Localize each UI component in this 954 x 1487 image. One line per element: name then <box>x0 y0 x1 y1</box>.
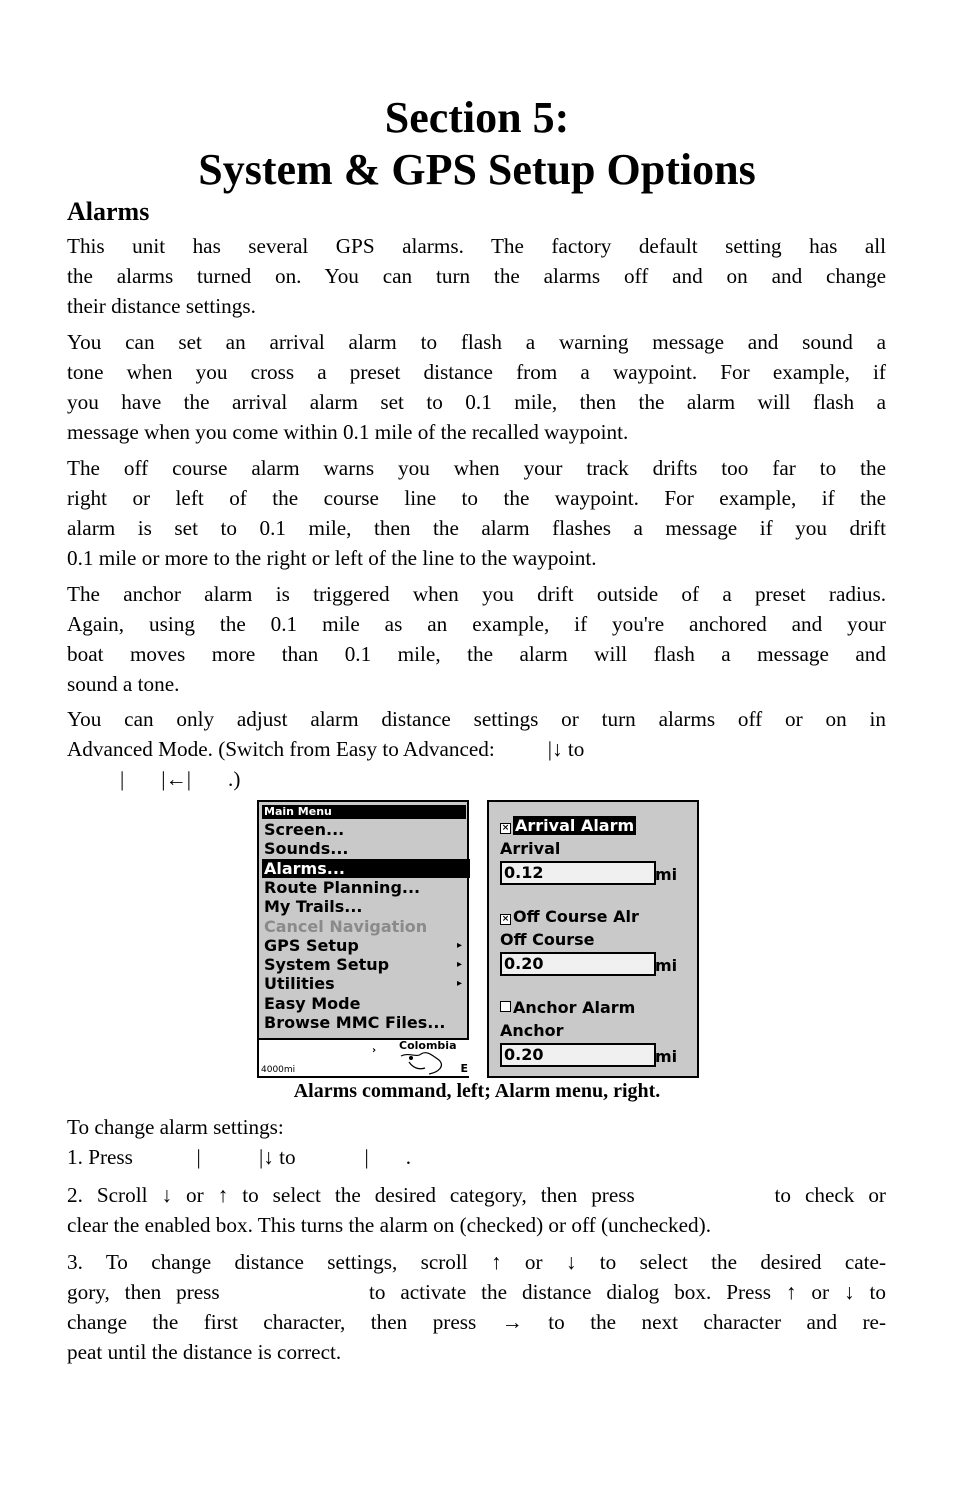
menu-item[interactable]: Easy Mode <box>264 993 361 1013</box>
checkbox-icon <box>500 1001 511 1012</box>
step-2 <box>67 1180 886 1240</box>
arrival-alarm-checkbox[interactable] <box>500 816 636 836</box>
text-line: You can only adjust alarm distance settings or turn alarms off or on in <box>67 707 886 731</box>
step-3 <box>67 1247 886 1367</box>
arrival-distance-field[interactable]: 0.12 <box>500 861 656 885</box>
text-line: 2. Scroll ↓ or ↑ to select the desired category, then press to check or <box>67 1183 886 1207</box>
checkbox-icon: × <box>501 914 510 924</box>
submenu-arrow-icon: ▸ <box>456 959 462 971</box>
text-line: alarm is set to 0.1 mile, then the alarm flashes a message if you drift <box>67 516 886 540</box>
text-line: | |←| .) <box>67 767 241 791</box>
offcourse-alarm-checkbox[interactable] <box>500 907 639 927</box>
coastline-icon <box>399 1050 459 1076</box>
text-line: Advanced Mode. (Switch from Easy to Advanced: |↓ to <box>67 737 585 761</box>
anchor-label: Anchor <box>500 1021 564 1040</box>
text-line: right or left of the course line to the waypoint. For example, if the <box>67 486 886 510</box>
text-line: boat moves more than 0.1 mile, the alarm will flash a message and <box>67 642 886 666</box>
text-line: gory, then press to activate the distance dialog box. Press ↑ or ↓ to <box>67 1280 886 1304</box>
menu-item[interactable]: Utilities ▸ <box>264 974 462 994</box>
map-arrow-icon: › <box>372 1045 377 1056</box>
checkbox-icon: × <box>501 823 510 833</box>
text-line: You can set an arrival alarm to flash a warning message and sound a <box>67 330 886 354</box>
menu-item[interactable]: Cancel Navigation <box>264 916 428 936</box>
submenu-arrow-icon: ▸ <box>456 978 462 990</box>
menu-item[interactable]: Alarms... <box>262 859 470 878</box>
map-scale: 4000mi <box>261 1065 296 1075</box>
figure-caption: Alarms command, left; Alarm menu, right. <box>293 1080 661 1102</box>
text-line: peat until the distance is correct. <box>67 1340 342 1364</box>
arrival-label: Arrival <box>500 839 561 858</box>
paragraph-advanced-mode <box>67 704 886 794</box>
steps-intro: To change alarm settings: <box>67 1115 284 1139</box>
menu-item[interactable]: Browse MMC Files... <box>264 1013 446 1032</box>
text-line: message when you come within 0.1 mile of the recalled waypoint. <box>67 420 629 444</box>
text-line: 3. To change distance settings, scroll ↑ or ↓ to select the desired cate- <box>67 1250 886 1274</box>
unit-label: mi <box>655 956 678 975</box>
menu-item[interactable]: Route Planning... <box>264 877 421 897</box>
section-number: Section 5: <box>384 93 570 142</box>
menu-item[interactable]: Screen... <box>264 820 345 839</box>
text-line: Again, using the 0.1 mile as an example, if you're anchored and your <box>67 612 886 636</box>
anchor-alarm-checkbox[interactable] <box>500 998 635 1018</box>
main-menu-screenshot <box>257 800 469 1078</box>
text-line: you have the arrival alarm set to 0.1 mile, then the alarm will flash a <box>67 390 886 414</box>
text-line: tone when you cross a preset distance from a waypoint. For example, if <box>67 360 886 384</box>
step-1: 1. Press | |↓ to | . <box>67 1145 412 1169</box>
text-line: sound a tone. <box>67 672 180 696</box>
offcourse-distance-field[interactable]: 0.20 <box>500 952 656 976</box>
paragraph-offcourse <box>67 453 886 573</box>
text-line: change the first character, then press → to the next character and re- <box>67 1310 886 1334</box>
menu-header: Main Menu <box>262 805 466 819</box>
map-label: Colombia <box>399 1039 457 1052</box>
text-line: 0.1 mile or more to the right or left of the line to the waypoint. <box>67 546 597 570</box>
map-edge-label: E <box>460 1062 468 1075</box>
offcourse-alarm-label: Off Course Alr <box>513 907 639 926</box>
menu-item[interactable]: My Trails... <box>264 897 363 917</box>
text-line: their distance settings. <box>67 294 256 318</box>
paragraph-intro <box>67 231 886 321</box>
anchor-distance-field[interactable]: 0.20 <box>500 1043 656 1067</box>
submenu-arrow-icon: ▸ <box>456 939 462 951</box>
menu-item[interactable]: GPS Setup ▸ <box>264 935 462 955</box>
paragraph-arrival <box>67 327 886 447</box>
menu-item[interactable]: Sounds... <box>264 839 349 859</box>
paragraph-anchor <box>67 579 886 699</box>
unit-label: mi <box>655 1047 678 1066</box>
alarms-heading: Alarms <box>67 197 150 226</box>
steps-section <box>67 1112 886 1172</box>
text-line: clear the enabled box. This turns the alarm on (checked) or off (unchecked). <box>67 1213 711 1237</box>
unit-label: mi <box>655 865 678 884</box>
page-title: System & GPS Setup Options <box>198 145 756 194</box>
text-line: This unit has several GPS alarms. The factory default setting has all <box>67 234 886 258</box>
anchor-alarm-label: Anchor Alarm <box>513 998 636 1017</box>
map-strip <box>259 1038 469 1076</box>
arrival-alarm-label: Arrival Alarm <box>515 816 635 835</box>
menu-item[interactable]: System Setup ▸ <box>264 955 462 975</box>
offcourse-label: Off Course <box>500 930 595 949</box>
text-line: The anchor alarm is triggered when you drift outside of a preset radius. <box>67 582 886 606</box>
text-line: the alarms turned on. You can turn the alarms off and on and change <box>67 264 886 288</box>
text-line: The off course alarm warns you when your track drifts too far to the <box>67 456 886 480</box>
alarm-menu-screenshot <box>487 800 699 1078</box>
